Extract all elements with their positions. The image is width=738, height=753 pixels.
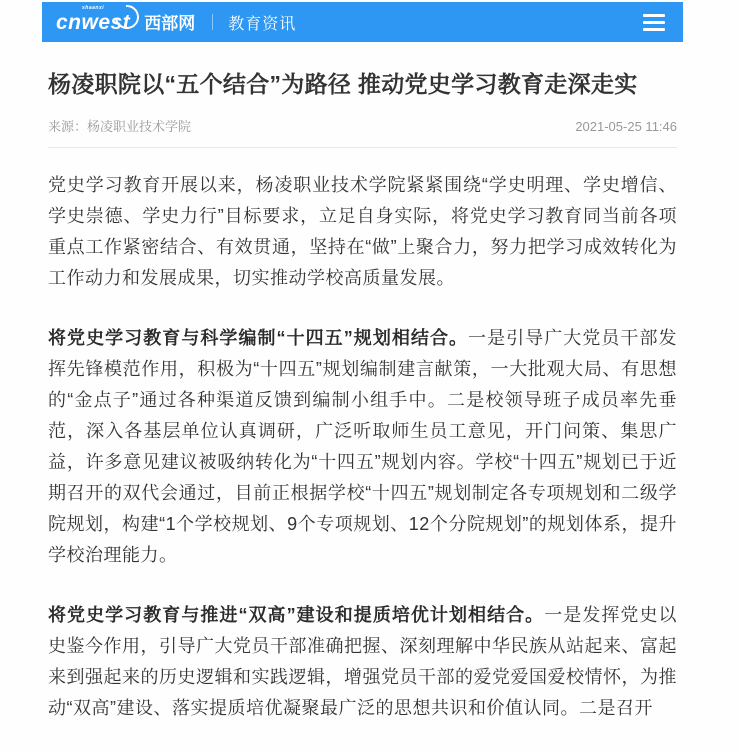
paragraph: [48, 323, 677, 571]
menu-icon-bar: [643, 28, 665, 31]
article-source: 来源：杨凌职业技术学院: [48, 119, 192, 135]
article-title: 杨凌职院以“五个结合”为路径 推动党史学习教育走深走实: [48, 71, 638, 97]
paragraph-text: 一是发挥党史以史鉴今作用，引导广大党员干部准确把握、深刻理解中华民族从站起来、富起来到强起来的历史逻辑和实践逻辑，增强党员干部的爱党爱国爱校情怀，为推动“双高”建设、落实提质培优凝聚最广泛的思想共识和价值认同。二是召开: [48, 605, 678, 719]
article: [42, 69, 683, 724]
menu-icon-bar: [643, 21, 665, 24]
paragraph-lead: 将党史学习教育与科学编制“十四五”规划相结合。: [48, 328, 469, 349]
article-date: 2021-05-25 11:46: [575, 119, 677, 135]
page-container: [42, 2, 683, 753]
header-divider: [212, 14, 213, 30]
logo-site-name: 西部网: [144, 13, 196, 33]
site-logo[interactable]: [56, 4, 196, 34]
site-header: [42, 2, 683, 42]
logo-sup-text: shaanxi: [82, 4, 105, 11]
paragraph: [48, 170, 677, 294]
paragraph-text: 一是引导广大党员干部发挥先锋模范作用，积极为“十四五”规划编制建言献策，一大批观大局、有思想的“金点子”通过各种渠道反馈到编制小组手中。二是校领导班子成员率先垂范，深入各基层单位认真调研，广泛听取师生员工意见，开门问策、集思广益，许多意见建议被吸纳转化为“十四五”规划内容。学校“十四五”规划已于近期召开的双代会通过，目前正根据学校“十四五”规划制定各专项规划和二级学院规划，构建“1个学校规划、9个专项规划、12个分院规划”的规划体系，提升学校治理能力。: [48, 328, 678, 566]
article-meta: [48, 116, 677, 135]
menu-icon[interactable]: [643, 12, 665, 33]
paragraph-lead: 将党史学习教育与推进“双高”建设和提质培优计划相结合。: [48, 605, 545, 626]
meta-divider: [48, 147, 677, 148]
channel-label[interactable]: 教育资讯: [228, 15, 297, 33]
article-body: [48, 170, 677, 724]
menu-icon-bar: [643, 14, 665, 17]
paragraph-text: 党史学习教育开展以来，杨凌职业技术学院紧紧围绕“学史明理、学史增信、学史崇德、学史力行”目标要求，立足自身实际，将党史学习教育同当前各项重点工作紧密结合、有效贯通，坚持在“做”上聚合力，努力把学习成效转化为工作动力和发展成果，切实推动学校高质量发展。: [48, 175, 677, 289]
paragraph: [48, 600, 677, 724]
logo-wordmark: cnwest shaanxi: [56, 12, 130, 33]
